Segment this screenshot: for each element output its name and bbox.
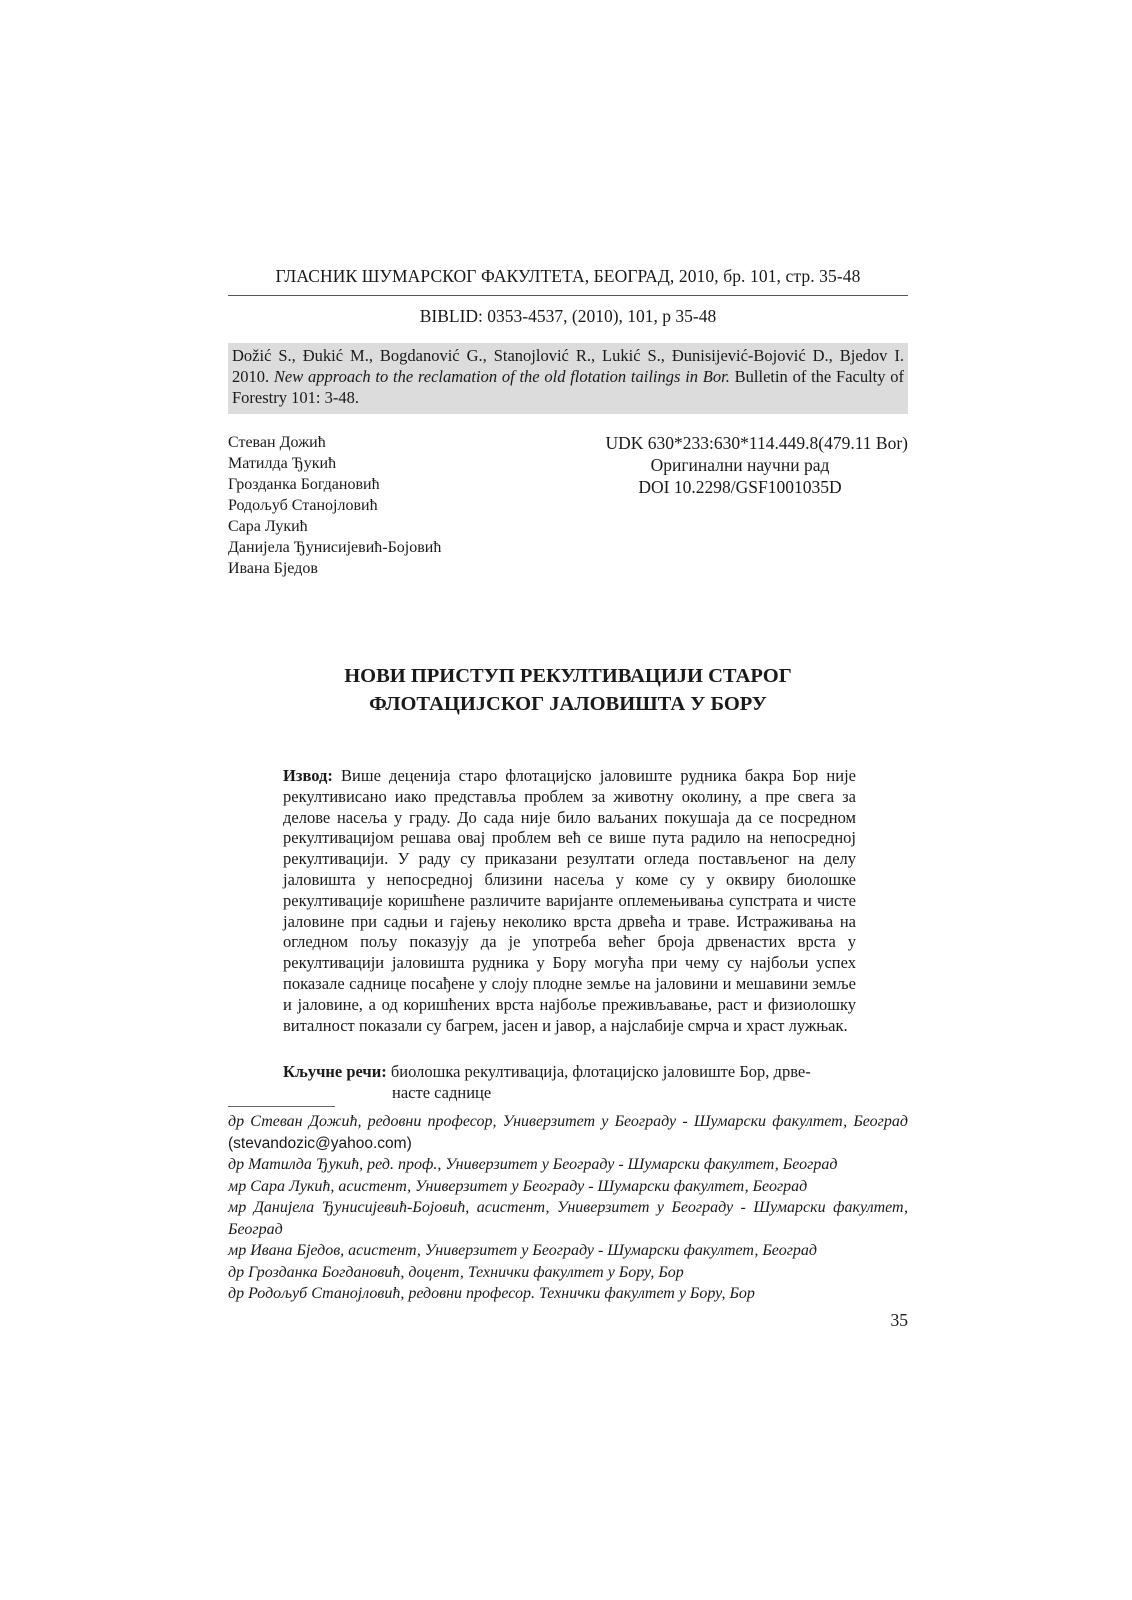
citation-article-title: New approach to the reclamation of the old flotation tailings in Bor. xyxy=(273,367,730,386)
article-title xyxy=(228,662,908,718)
footnotes xyxy=(228,1111,908,1305)
header-rule xyxy=(228,295,908,296)
author-email: (stevandozic@yahoo.com) xyxy=(228,1134,412,1152)
doi: DOI 10.2298/GSF1001035D xyxy=(638,477,842,497)
journal-header: ГЛАСНИК ШУМАРСКОГ ФАКУЛТЕТА, БЕОГРАД, 2010, бр. 101, стр. 35-48 xyxy=(275,266,861,286)
author-name: Ивана Бједов xyxy=(228,560,318,577)
udk-code: UDK 630*233:630*114.449.8(479.11 Bor) xyxy=(605,433,908,453)
keywords-text-cont: насте саднице xyxy=(392,1082,492,1102)
author-name: Матилда Ђукић xyxy=(228,455,337,472)
author-name: Данијела Ђунисијевић-Бојовић xyxy=(228,539,442,556)
footnote: др Грозданка Богдановић, доцент, Технички факултет у Бору, Бор xyxy=(228,1263,684,1281)
author-name: Сара Лукић xyxy=(228,518,308,535)
author-list xyxy=(228,432,441,579)
author-name: Грозданка Богдановић xyxy=(228,476,380,493)
title-line: НОВИ ПРИСТУП РЕКУЛТИВАЦИЈИ СТАРОГ xyxy=(344,665,792,687)
citation-source: Bulletin of the Faculty of Forestry 101: 3-48. xyxy=(232,367,905,407)
keywords-text: биолошка рекултивација, флотацијско јаловиште Бор, дрве- xyxy=(386,1062,811,1081)
footnote xyxy=(228,1111,908,1154)
author-name: Родољуб Станојловић xyxy=(228,497,378,514)
title-line: ФЛОТАЦИЈСКОГ ЈАЛОВИШТА У БОРУ xyxy=(369,693,767,715)
footnote: др Родољуб Станојловић, редовни професор. Технички факултет у Бору, Бор xyxy=(228,1285,755,1302)
footnote: мр Ивана Бједов, асистент, Универзитет у Београду - Шумарски факултет, Београд xyxy=(228,1242,818,1259)
footnote: др Матилда Ђукић, ред. проф., Универзитет у Београду - Шумарски факултет, Београд xyxy=(228,1156,838,1173)
citation-authors: Dožić S., Đukić M., Bogdanović G., Stanojlović R., Lukić S., Đunisijević-Bojović D., Bjedov I. 2010. xyxy=(232,346,904,386)
keywords-label: Кључне речи: xyxy=(283,1062,387,1081)
footnote: мр Сара Лукић, асистент, Универзитет у Београду - Шумарски факултет, Београд xyxy=(228,1177,808,1195)
abstract-label: Извод: xyxy=(283,766,333,785)
article-meta xyxy=(570,432,910,498)
citation-box xyxy=(228,343,908,414)
footnote-rule xyxy=(228,1106,335,1107)
footnote-text: др Стеван Дожић, редовни професор, Универзитет у Београду - Шумарски факултет, Београд xyxy=(228,1113,908,1130)
biblid-line: BIBLID: 0353-4537, (2010), 101, p 35-48 xyxy=(419,306,717,326)
keywords xyxy=(283,1062,856,1104)
abstract-text: Више деценија старо флотацијско јаловиште рудника бакра Бор није рекултивисано иако представља проблем за животну околину, а пре свега за делове насеља у граду. До сада није било ваљаних покушаја да се посредном рекултивацијом решава овај проблем већ се више пута радило на непосредној рекултивацији. У раду су приказани резултати огледа постављеног на делу јаловишта у непосредној близини насеља у коме су у оквиру биолошке рекултивације коришћене различите варијанте оплемењивања супстрата и чисте јаловине при садњи и гајењу неколико врста дрвећа и траве. Истраживања на огледном пољу показују да је употреба већег броја дрвенастих врста у рекултивацији јаловишта рудника у Бору могућа при чему су најбољи успех показале саднице посађене у слоју плодне земље на јаловини и мешавини земље и јаловине, а од коришћених врста најбоље преживљавање, раст и физиолошку виталност показали су багрем, јасен и јавор, а најслабије смрча и храст лужњак. xyxy=(283,766,856,1035)
author-name: Стеван Дожић xyxy=(228,434,326,451)
footnote: мр Данијела Ђунисијевић-Бојовић, асистент, Универзитет у Београду - Шумарски факултет, Београд xyxy=(228,1199,908,1238)
abstract xyxy=(283,766,856,1036)
page-number: 35 xyxy=(890,1310,908,1330)
article-type: Оригинални научни рад xyxy=(650,455,830,475)
